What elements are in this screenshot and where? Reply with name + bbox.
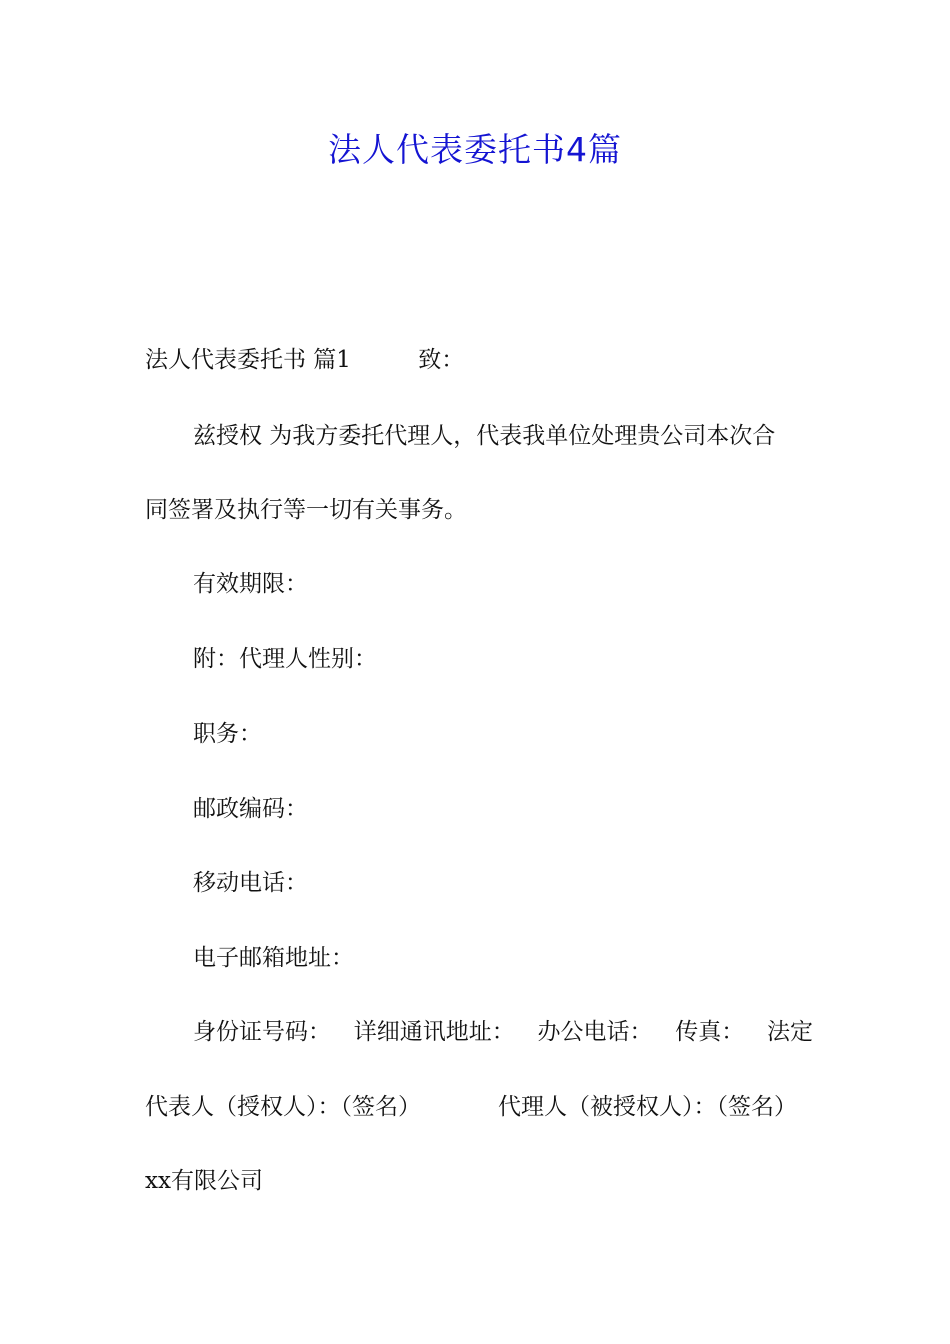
postal-code-field: 邮政编码： (193, 796, 308, 822)
address-field: 详细通讯地址： (353, 1019, 515, 1045)
to-label: 致： (418, 347, 465, 373)
legal-rep-signature: 代表人（授权人）：（签名） (145, 1094, 421, 1120)
contact-info-line (193, 1017, 813, 1047)
email-field: 电子邮箱地址： (193, 945, 354, 971)
company-name: xx有限公司 (145, 1168, 263, 1194)
document-title: 法人代表委托书4篇 (328, 130, 622, 169)
authorization-paragraph-line2: 同签署及执行等一切有关事务。 (145, 497, 467, 523)
authorization-paragraph-line1: 兹授权 为我方委托代理人，代表我单位处理贵公司本次合 (193, 423, 776, 449)
section-heading: 法人代表委托书 篇1 (145, 347, 351, 373)
mobile-field: 移动电话： (193, 870, 308, 896)
position-field: 职务： (193, 721, 262, 747)
fax-field: 传真： (675, 1019, 745, 1045)
legal-prefix: 法定 (767, 1019, 813, 1045)
signature-line (145, 1092, 797, 1122)
agent-gender-field: 附：代理人性别： (193, 646, 377, 672)
validity-field: 有效期限： (193, 571, 308, 597)
agent-signature: 代理人（被授权人）：（签名） (498, 1094, 797, 1120)
id-number-field: 身份证号码： (193, 1019, 331, 1045)
section-heading-line (145, 345, 815, 375)
office-phone-field: 办公电话： (537, 1019, 653, 1045)
